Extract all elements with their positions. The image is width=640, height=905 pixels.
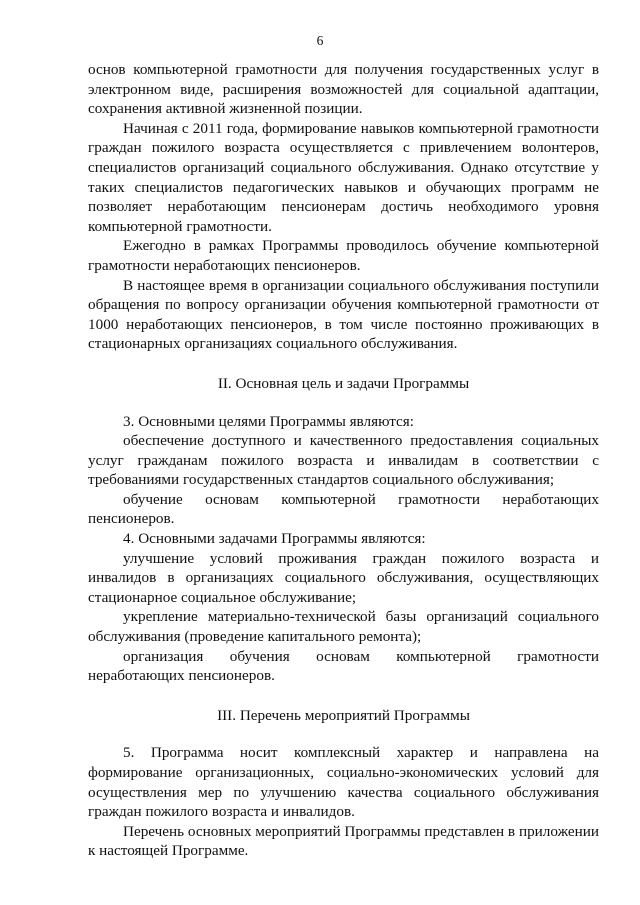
document-body bbox=[88, 60, 599, 861]
paragraph-task-infrastructure: укрепление материально-технической базы организаций социального обслуживания (проведение капитального ремонта); bbox=[88, 608, 599, 646]
paragraph-annual-training: Ежегодно в рамках Программы проводилось обучение компьютерной грамотности неработающих пенсионеров. bbox=[88, 237, 599, 274]
paragraph-current-requests: В настоящее время в организации социального обслуживания поступили обращения по вопросу организации обучения компьютерной грамотности от 1000 неработающих пенсионеров, в том числе постоянно проживающих в стационарных организациях социального обслуживания. bbox=[88, 276, 599, 353]
paragraph-goal-services: обеспечение доступного и качественного предоставления социальных услуг гражданам пожилого возраста и инвалидам в соответствии с требованиями государственных стандартов социального обслуживания; bbox=[88, 432, 599, 489]
paragraph-task-living-conditions: улучшение условий проживания граждан пожилого возраста и инвалидов в организациях социального обслуживания, осуществляющих стационарное социальное обслуживание; bbox=[88, 549, 599, 606]
paragraph-goal-literacy: обучение основам компьютерной грамотности неработающих пенсионеров. bbox=[88, 490, 599, 528]
paragraph-continuation: основ компьютерной грамотности для получения государственных услуг в электронном виде, расширения возможностей для социальной адаптации, сохранения активной жизненной позиции. bbox=[88, 61, 599, 118]
paragraph-activities-list: Перечень основных мероприятий Программы представлен в приложении к настоящей Программе. bbox=[88, 822, 599, 860]
paragraph-task-training: организация обучения основам компьютерной грамотности неработающих пенсионеров. bbox=[88, 647, 599, 685]
paragraph-program-nature: 5. Программа носит комплексный характер и направлена на формирование организационных, социально-экономических условий для осуществления мер по улучшению качества социального обслуживания граждан пожилого возраста и инвалидов. bbox=[88, 744, 599, 821]
paragraph-tasks-heading: 4. Основными задачами Программы являются: bbox=[123, 530, 426, 548]
paragraph-volunteers: Начиная с 2011 года, формирование навыков компьютерной грамотности граждан пожилого возраста осуществляется с привлечением волонтеров, специалистов организаций социального обслуживания. Однако отсутствие у таких специалистов педагогических навыков и обучающих программ не позволяет неработающим пенсионерам достичь необходимого уровня компьютерной грамотности. bbox=[88, 119, 599, 235]
page-number: 6 bbox=[316, 33, 324, 48]
section-title-activities: III. Перечень мероприятий Программы bbox=[217, 706, 470, 724]
section-title-goals: II. Основная цель и задачи Программы bbox=[217, 374, 470, 392]
paragraph-goals-heading: 3. Основными целями Программы являются: bbox=[123, 412, 415, 430]
